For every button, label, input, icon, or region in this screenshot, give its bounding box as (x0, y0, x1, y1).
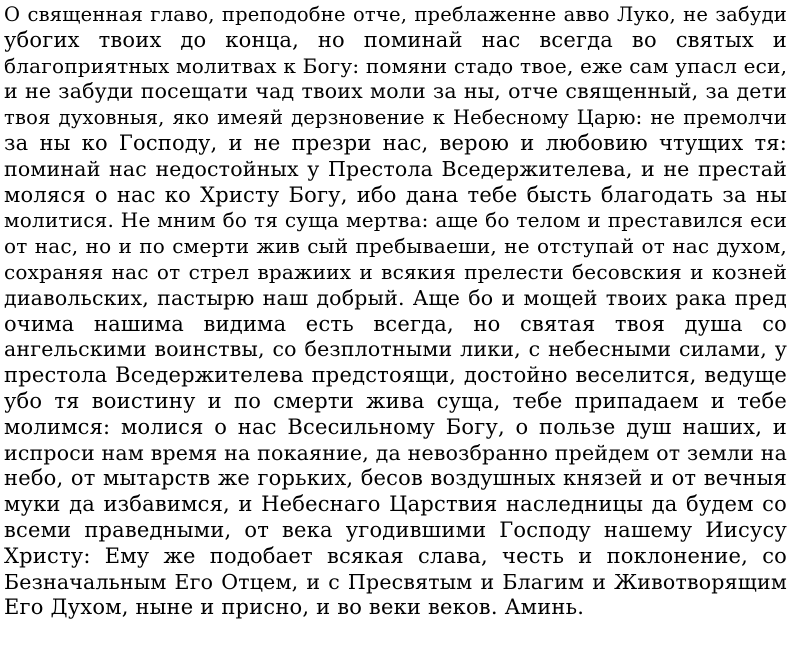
text-line-24: Его Духом, ныне и присно, и во веки веков. Аминь. (4, 595, 585, 620)
text-line-12: диавольских, пастырю наш добрый. Аще бо и мощей твоих рака пред (4, 285, 787, 310)
text-line-23: Безначальным Его Отцем, и с Пресвятым и Благим и Животворящим (4, 569, 787, 594)
text-line-8: моляся о нас ко Христу Богу, ибо дана тебе бысть благодать за ны (4, 182, 787, 207)
text-line-1: О священная главо, преподобне отче, преблаженне авво Луко, не забуди (4, 3, 787, 26)
text-line-6: за ны ко Господу, и не презри нас, верою и любовию чтущих тя: (4, 130, 787, 155)
text-line-21: всеми праведными, от века угодившими Господу нашему Иисусу (4, 517, 787, 542)
text-line-4: и не забуди посещати чад твоих моли за ны, отче священный, за дети (4, 79, 787, 104)
text-line-17: молимся: молися о нас Всесильному Богу, о пользе душ наших, и (4, 414, 787, 439)
text-line-7: поминай нас недостойных у Престола Вседержителева, и не престай (4, 156, 787, 181)
text-line-18: испроси нам время на покаяние, да невозбранно прейдем от земли на (4, 440, 787, 465)
text-line-11: сохраняя нас от стрел вражиих и всякия прелести бесовския и козней (4, 259, 787, 284)
text-line-2: убогих твоих до конца, но поминай нас всегда во святых и (4, 27, 787, 52)
text-line-9: молитися. Не мним бо тя суща мертва: аще бо телом и преставился еси (4, 208, 787, 233)
text-line-16: убо тя воистину и по смерти жива суща, тебе припадаем и тебе (4, 388, 787, 413)
text-line-22: Христу: Ему же подобает всякая слава, честь и поклонение, со (4, 543, 787, 568)
text-line-3: благоприятных молитвах к Богу: помяни стадо твое, еже сам упасл еси, (4, 53, 787, 78)
text-line-5: твоя духовныя, яко имеяй дерзновение к Небесному Царю: не премолчи (4, 106, 787, 130)
text-line-20: муки да избавимся, и Небеснаго Царствия наследницы да будем со (4, 492, 787, 517)
text-line-10: от нас, но и по смерти жив сый пребываеши, не отступай от нас духом, (4, 234, 787, 259)
text-line-19: небо, от мытарств же горьких, бесов воздушных князей и от вечныя (4, 466, 787, 491)
text-line-15: престола Вседержителева предстоящи, достойно веселится, ведуще (4, 363, 787, 388)
text-line-14: ангельскими воинствы, со безплотными лики, с небесными силами, у (4, 337, 787, 362)
prayer-text (4, 2, 787, 621)
text-line-13: очима нашима видима есть всегда, но святая твоя душа со (4, 311, 787, 336)
